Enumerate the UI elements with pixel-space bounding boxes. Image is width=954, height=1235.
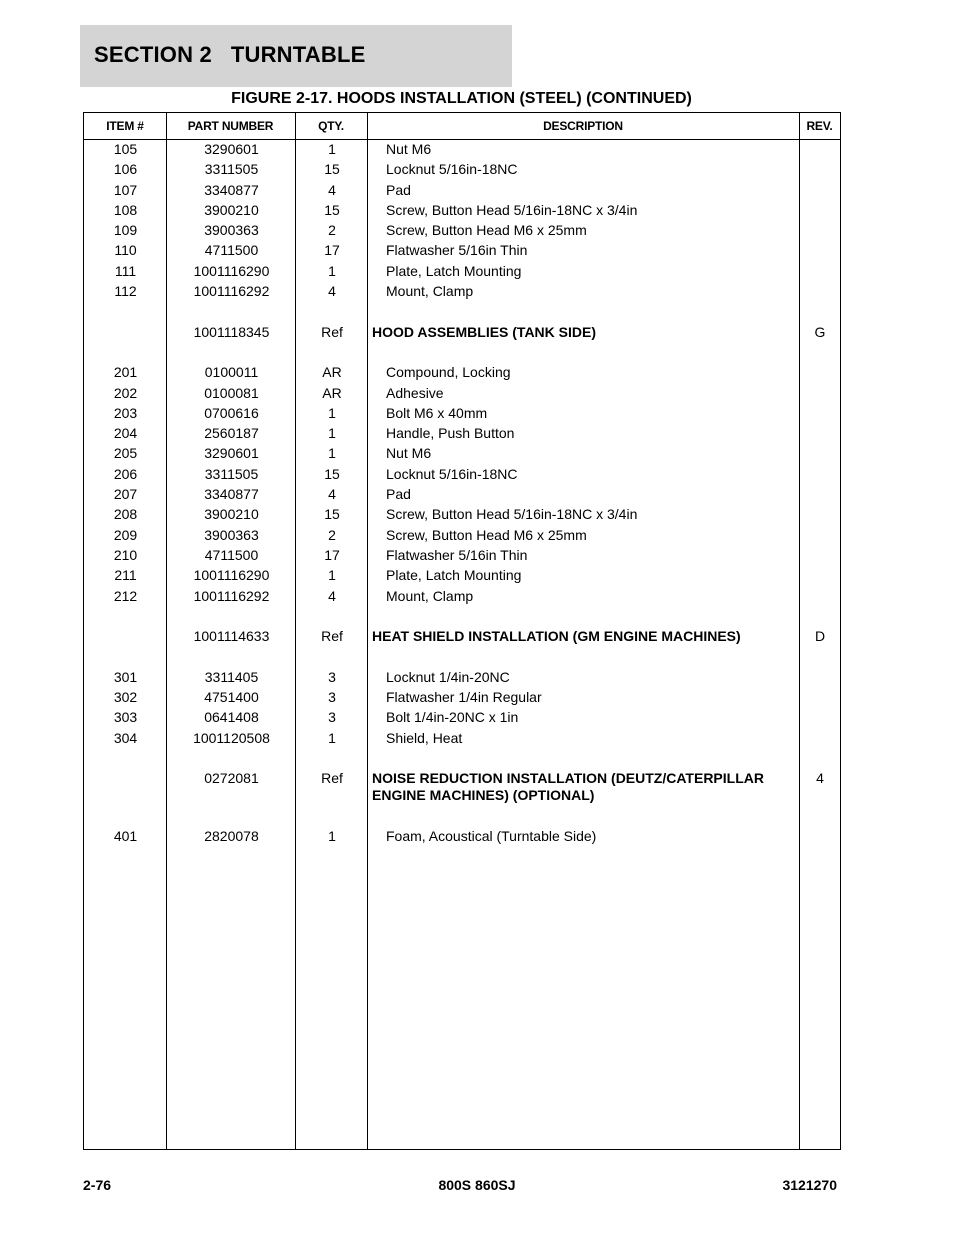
- item-cell: 210: [113, 546, 138, 563]
- item-cell: 106: [113, 161, 138, 178]
- qty-cell: 15: [324, 506, 340, 523]
- qty-cell: 4: [328, 587, 336, 604]
- part-number-cell: 3311505: [204, 161, 259, 178]
- part-number-cell: 0100011: [204, 364, 259, 381]
- item-cell: 303: [113, 709, 138, 726]
- description-cell: Mount, Clamp: [386, 587, 474, 604]
- part-number-cell: 3900210: [204, 201, 259, 218]
- table-row: [84, 567, 840, 587]
- item-cell: 109: [113, 222, 138, 239]
- description-cell: Locknut 5/16in-18NC: [386, 465, 518, 482]
- description-cell: Flatwasher 5/16in Thin: [386, 242, 528, 259]
- part-number-cell: 1001120508: [193, 729, 270, 746]
- table-row: [84, 263, 840, 283]
- qty-cell: 3: [328, 709, 336, 726]
- table-row: [84, 547, 840, 567]
- part-number-cell: 0272081: [204, 770, 259, 787]
- qty-cell: 1: [328, 425, 336, 442]
- qty-cell: Ref: [321, 628, 343, 645]
- qty-cell: 17: [324, 242, 340, 259]
- spacer-row: [84, 750, 840, 770]
- item-cell: 110: [114, 242, 137, 259]
- qty-cell: 3: [328, 668, 336, 685]
- description-cell: Locknut 1/4in-20NC: [386, 668, 510, 685]
- table-row: [84, 385, 840, 405]
- page-number: 2-76: [83, 1177, 112, 1193]
- part-number-cell: 3900363: [204, 222, 259, 239]
- qty-cell: Ref: [321, 323, 343, 340]
- item-cell: 304: [113, 729, 138, 746]
- table-row: [84, 689, 840, 709]
- table-row: [84, 202, 840, 222]
- description-cell: Plate, Latch Mounting: [386, 262, 522, 279]
- item-cell: 401: [113, 827, 138, 844]
- table-row: [84, 242, 840, 262]
- table-row: [84, 141, 840, 161]
- item-cell: 211: [114, 567, 137, 584]
- spacer-row: [84, 303, 840, 323]
- part-number-cell: 1001116292: [193, 587, 270, 604]
- qty-cell: AR: [322, 384, 342, 401]
- qty-cell: AR: [322, 364, 342, 381]
- part-number-cell: 3900210: [204, 506, 259, 523]
- description-cell: Foam, Acoustical (Turntable Side): [386, 827, 597, 844]
- header-rev: REV.: [806, 119, 833, 133]
- part-number-cell: 1001116290: [193, 262, 270, 279]
- item-cell: 301: [113, 668, 138, 685]
- item-cell: 111: [114, 262, 137, 279]
- qty-cell: 1: [328, 141, 336, 157]
- item-cell: 209: [113, 526, 138, 543]
- part-number-cell: 3290601: [204, 445, 259, 462]
- rev-cell: D: [814, 628, 826, 645]
- description-cell: Flatwasher 1/4in Regular: [386, 689, 542, 706]
- description-cell: Plate, Latch Mounting: [386, 567, 522, 584]
- model-name: 800S 860SJ: [438, 1177, 516, 1193]
- part-number-cell: 4711500: [204, 546, 259, 563]
- table-row: [84, 222, 840, 242]
- table-body: [84, 141, 840, 848]
- section-header: [80, 25, 512, 87]
- description-cell: Flatwasher 5/16in Thin: [386, 546, 528, 563]
- table-row: [84, 730, 840, 750]
- header-description: DESCRIPTION: [543, 119, 623, 133]
- description-cell: Adhesive: [386, 384, 444, 401]
- table-row: [84, 709, 840, 729]
- header-qty: QTY.: [318, 119, 344, 133]
- part-number-cell: 3311505: [204, 465, 259, 482]
- part-number-cell: 2560187: [204, 425, 259, 442]
- description-cell: Nut M6: [386, 445, 432, 462]
- qty-cell: Ref: [321, 770, 343, 787]
- part-number-cell: 1001116290: [193, 567, 270, 584]
- qty-cell: 1: [328, 729, 336, 746]
- table-row: [84, 669, 840, 689]
- description-cell: Compound, Locking: [386, 364, 511, 381]
- description-cell: Nut M6: [386, 141, 432, 157]
- qty-cell: 2: [328, 222, 336, 239]
- table-row: [84, 445, 840, 465]
- item-cell: 112: [114, 283, 137, 300]
- table-row: [84, 527, 840, 547]
- item-cell: 105: [113, 141, 138, 157]
- description-cell: Screw, Button Head 5/16in-18NC x 3/4in: [386, 201, 638, 218]
- section-title: SECTION 2 TURNTABLE: [94, 42, 366, 67]
- qty-cell: 1: [328, 567, 336, 584]
- item-cell: 108: [113, 201, 138, 218]
- table-row: [84, 425, 840, 445]
- item-cell: 205: [113, 445, 138, 462]
- description-cell: NOISE REDUCTION INSTALLATION (DEUTZ/CATERPILLAR ENGINE MACHINES) (OPTIONAL): [372, 770, 764, 804]
- part-number-cell: 3900363: [204, 526, 259, 543]
- part-number-cell: 4751400: [204, 689, 259, 706]
- description-cell: HOOD ASSEMBLIES (TANK SIDE): [372, 323, 597, 340]
- item-cell: 302: [113, 689, 138, 706]
- item-cell: 207: [113, 486, 138, 503]
- assembly-row: [84, 770, 840, 807]
- table-row: [84, 161, 840, 181]
- spacer-row: [84, 807, 840, 827]
- qty-cell: 15: [324, 201, 340, 218]
- description-cell: HEAT SHIELD INSTALLATION (GM ENGINE MACHINES): [372, 628, 741, 645]
- figure-title: FIGURE 2-17. HOODS INSTALLATION (STEEL) (CONTINUED): [231, 90, 692, 107]
- part-number-cell: 3340877: [204, 181, 259, 198]
- rev-cell: G: [814, 323, 826, 340]
- item-cell: 212: [113, 587, 138, 604]
- part-number-cell: 3340877: [204, 486, 259, 503]
- item-cell: 208: [113, 506, 138, 523]
- description-cell: Screw, Button Head M6 x 25mm: [386, 526, 587, 543]
- parts-table: [83, 112, 841, 1150]
- qty-cell: 15: [324, 465, 340, 482]
- qty-cell: 4: [328, 181, 336, 198]
- qty-cell: 1: [328, 262, 336, 279]
- item-cell: 107: [113, 181, 138, 198]
- description-cell: Handle, Push Button: [386, 425, 515, 442]
- part-number-cell: 0100081: [204, 384, 259, 401]
- qty-cell: 2: [328, 526, 336, 543]
- table-row: [84, 828, 840, 848]
- part-number-cell: 2820078: [204, 827, 259, 844]
- item-cell: 201: [113, 364, 138, 381]
- table-row: [84, 466, 840, 486]
- spacer-row: [84, 608, 840, 628]
- qty-cell: 4: [328, 486, 336, 503]
- table-row: [84, 182, 840, 202]
- header-part-number: PART NUMBER: [187, 119, 274, 133]
- header-divider: [84, 139, 840, 140]
- part-number-cell: 0700616: [204, 404, 259, 421]
- description-cell: Shield, Heat: [386, 729, 463, 746]
- part-number-cell: 0641408: [204, 709, 259, 726]
- item-cell: 202: [113, 384, 138, 401]
- qty-cell: 4: [328, 283, 336, 300]
- part-number-cell: 1001114633: [193, 628, 270, 645]
- table-row: [84, 283, 840, 303]
- qty-cell: 17: [324, 546, 340, 563]
- item-cell: 206: [113, 465, 138, 482]
- table-row: [84, 588, 840, 608]
- table-row: [84, 405, 840, 425]
- description-cell: Pad: [386, 486, 411, 503]
- description-cell: Screw, Button Head M6 x 25mm: [386, 222, 587, 239]
- qty-cell: 1: [328, 445, 336, 462]
- table-row: [84, 364, 840, 384]
- rev-cell: 4: [816, 770, 824, 787]
- qty-cell: 15: [324, 161, 340, 178]
- qty-cell: 1: [328, 404, 336, 421]
- document-number: 3121270: [782, 1177, 837, 1193]
- description-cell: Bolt 1/4in-20NC x 1in: [386, 709, 519, 726]
- description-cell: Mount, Clamp: [386, 283, 474, 300]
- header-item: ITEM #: [106, 119, 144, 133]
- description-cell: Locknut 5/16in-18NC: [386, 161, 518, 178]
- description-cell: Pad: [386, 181, 411, 198]
- item-cell: 203: [113, 404, 138, 421]
- spacer-row: [84, 648, 840, 668]
- table-row: [84, 506, 840, 526]
- part-number-cell: 1001116292: [193, 283, 270, 300]
- part-number-cell: 3290601: [204, 141, 259, 157]
- item-cell: 204: [113, 425, 138, 442]
- spacer-row: [84, 344, 840, 364]
- table-row: [84, 486, 840, 506]
- part-number-cell: 4711500: [204, 242, 259, 259]
- part-number-cell: 3311405: [204, 668, 259, 685]
- assembly-row: [84, 324, 840, 344]
- qty-cell: 1: [328, 827, 336, 844]
- assembly-row: [84, 628, 840, 648]
- qty-cell: 3: [328, 689, 336, 706]
- part-number-cell: 1001118345: [193, 323, 270, 340]
- description-cell: Bolt M6 x 40mm: [386, 404, 488, 421]
- description-cell: Screw, Button Head 5/16in-18NC x 3/4in: [386, 506, 638, 523]
